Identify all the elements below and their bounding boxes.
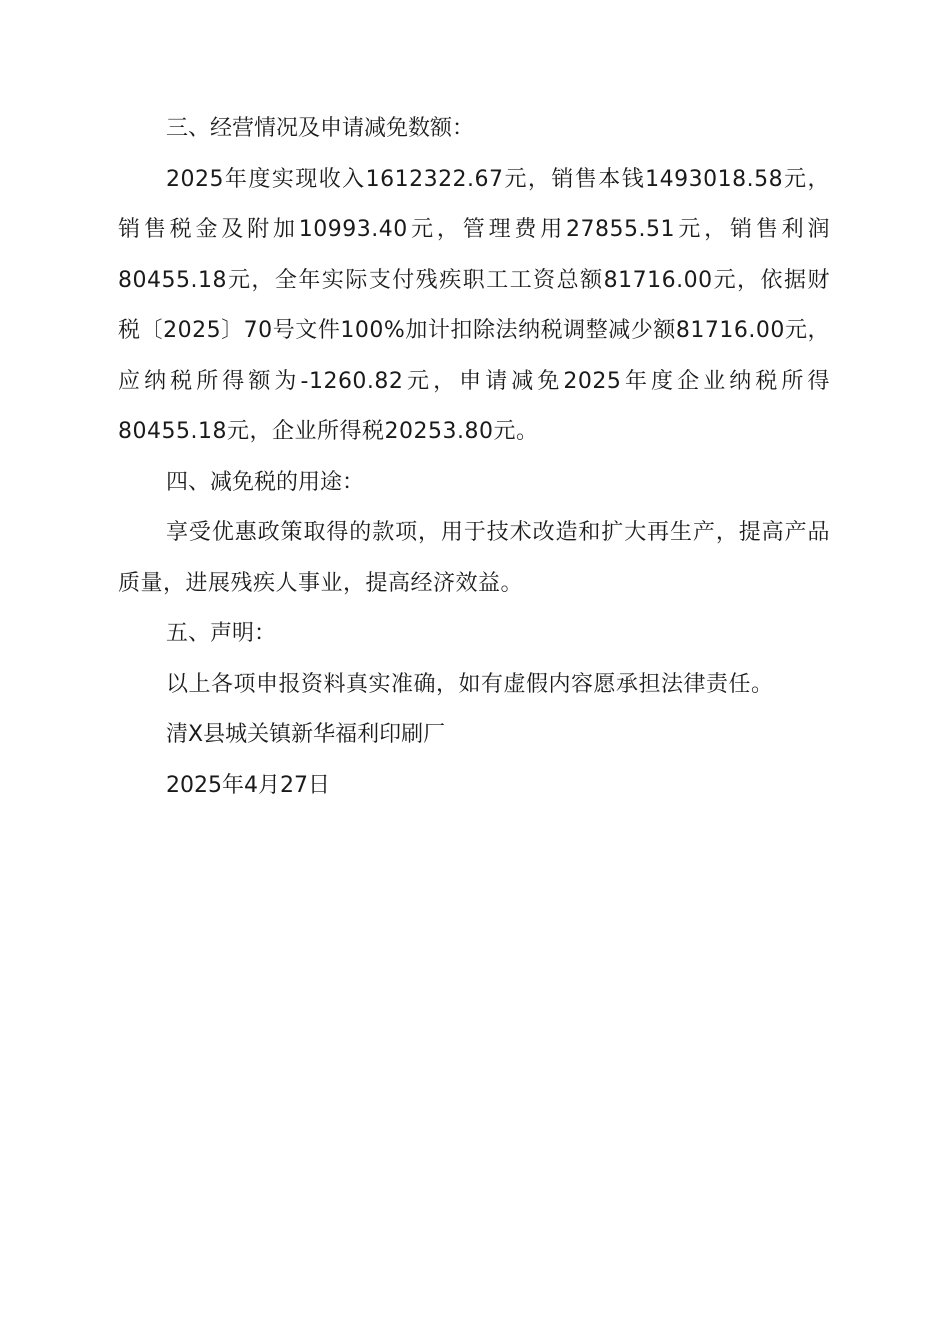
signature-organization: 清X县城关镇新华福利印刷厂	[166, 722, 446, 747]
section3-heading: 三、经营情况及申请减免数额：	[166, 116, 475, 141]
section3-body: 2025年度实现收入1612322.67元，销售本钱1493018.58元，销售税金及附加10993.40元，管理费用27855.51元，销售利润80455.18元，全年实际支付残疾职工工资总额81716.00元，依据财税〔2025〕70号文件100%加计扣除法纳税调整减少额81716.00元，应纳税所得额为-1260.82元，申请减免2025年度企业纳税所得80455.18元，企业所得税20253.80元。	[118, 166, 830, 444]
section4-body: 享受优惠政策取得的款项，用于技术改造和扩大再生产，提高产品质量，进展残疾人事业，提高经济效益。	[118, 520, 830, 596]
document-body	[118, 104, 830, 811]
section5-heading: 五、声明：	[166, 621, 277, 646]
section4-heading: 四、减免税的用途：	[166, 469, 365, 495]
signature-date: 2025年4月27日	[166, 772, 330, 798]
section5-body: 以上各项申报资料真实准确，如有虚假内容愿承担法律责任。	[166, 671, 774, 697]
